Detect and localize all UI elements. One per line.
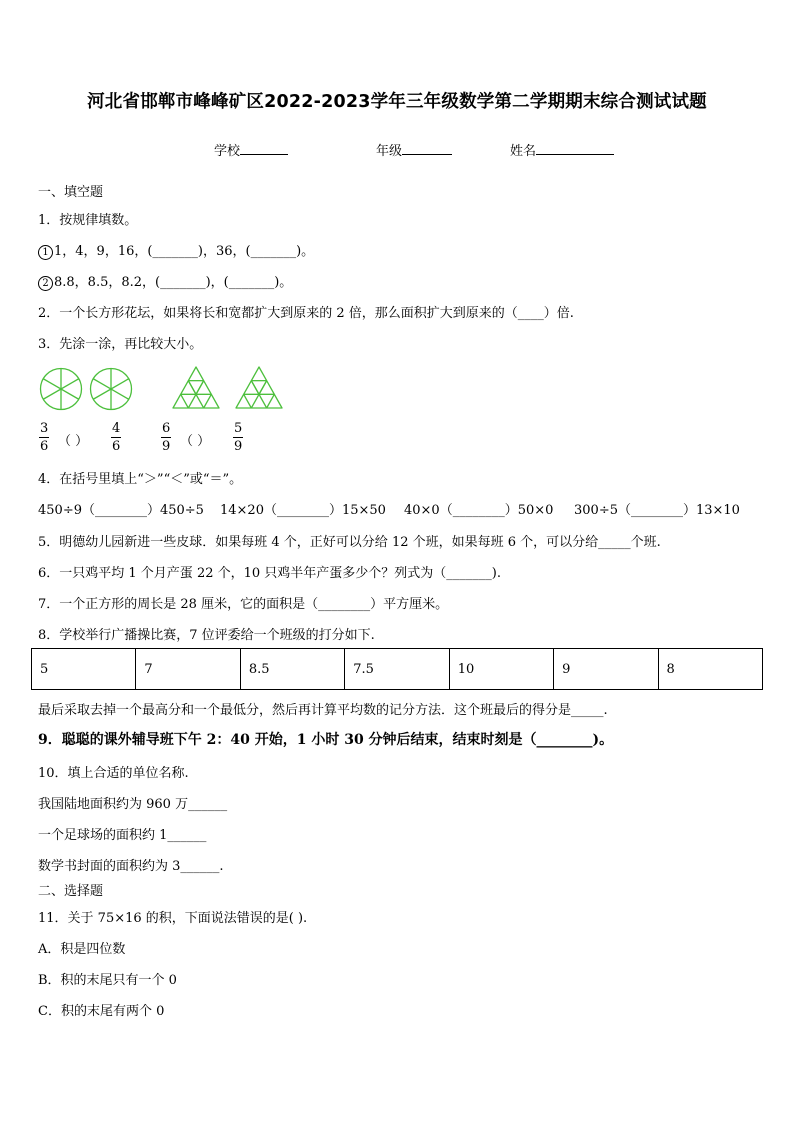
q6: 6．一只鸡平均 1 个月产蛋 22 个，10 只鸡半年产蛋多少个？列式为（_______). (38, 566, 501, 581)
name-label: 姓名 (510, 144, 537, 159)
name-blank[interactable] (536, 142, 614, 155)
q11-option-c[interactable]: C．积的末尾有两个 0 (38, 1004, 165, 1019)
q8-tail: 最后采取去掉一个最高分和一个最低分，然后再计算平均数的记分方法．这个班最后的得分是_____. (38, 703, 608, 718)
numerator: 4 (112, 421, 121, 436)
q2: 2．一个长方形花坛，如果将长和宽都扩大到原来的 2 倍，那么面积扩大到原来的（____）倍. (38, 306, 574, 321)
circled-number-icon: 1 (38, 245, 53, 260)
q4-item-3: 40×0（________）50×0 (404, 503, 554, 518)
denominator: 9 (234, 439, 243, 454)
triangle-ninths-figure-2 (235, 366, 283, 409)
section-fill-heading: 一、填空题 (38, 185, 104, 200)
circle-sixths-figure-2 (89, 367, 133, 411)
score-cell: 5 (32, 649, 136, 690)
circled-number-icon: 2 (38, 276, 53, 291)
q1-part-a-text: 1，4，9，16，(_______)，36，(_______)。 (54, 244, 315, 259)
denominator: 9 (162, 439, 171, 454)
score-cell: 8 (658, 649, 762, 690)
q11-stem: 11．关于 75×16 的积，下面说法错误的是( ). (38, 911, 308, 926)
numerator: 3 (40, 421, 49, 436)
grade-field[interactable] (376, 140, 452, 159)
q9: 9．聪聪的课外辅导班下午 2：40 开始，1 小时 30 分钟后结束，结束时刻是（________)。 (38, 732, 614, 748)
q4-stem: 4．在括号里填上“＞”“＜”或“＝”。 (38, 472, 243, 487)
page-title: 河北省邯郸市峰峰矿区2022-2023学年三年级数学第二学期期末综合测试试题 (87, 92, 707, 112)
q7: 7．一个正方形的周长是 28 厘米，它的面积是（________）平方厘米。 (38, 597, 449, 612)
q1-part-b-text: 8.8，8.5，8.2，(_______)，(_______)。 (54, 275, 293, 290)
fraction-6-9 (161, 420, 171, 455)
numerator: 6 (162, 421, 171, 436)
score-cell: 7.5 (345, 649, 449, 690)
denominator: 6 (40, 439, 49, 454)
table-row (32, 649, 763, 690)
grade-label: 年级 (376, 144, 403, 159)
section-choice-heading: 二、选择题 (38, 884, 104, 899)
q1-part-a (38, 240, 314, 260)
fraction-5-9 (233, 420, 243, 455)
score-cell: 8.5 (240, 649, 344, 690)
school-field[interactable] (214, 140, 288, 159)
triangle-ninths-figure-1 (172, 366, 220, 409)
q4-item-1: 450÷9（________）450÷5 (38, 503, 204, 518)
grade-blank[interactable] (402, 142, 452, 155)
q11-option-a[interactable]: A．积是四位数 (38, 942, 126, 957)
q5: 5．明德幼儿园新进一些皮球．如果每班 4 个，正好可以分给 12 个班，如果每班 6 个，可以分给_____个班. (38, 535, 661, 550)
school-blank[interactable] (240, 142, 288, 155)
q11-option-b[interactable]: B．积的末尾只有一个 0 (38, 973, 177, 988)
name-field[interactable] (510, 140, 614, 159)
q4-item-2: 14×20（________）15×50 (220, 503, 386, 518)
q10-item-b: 一个足球场的面积约 1______ (38, 828, 207, 843)
fraction-3-6 (39, 420, 49, 455)
q8-stem: 8．学校举行广播操比赛，7 位评委给一个班级的打分如下. (38, 628, 375, 643)
q3-stem: 3．先涂一涂，再比较大小。 (38, 337, 203, 352)
circle-sixths-figure-1 (39, 367, 83, 411)
score-cell: 10 (449, 649, 553, 690)
numerator: 5 (234, 421, 243, 436)
q1-part-b (38, 271, 292, 291)
school-label: 学校 (214, 144, 241, 159)
score-cell: 7 (136, 649, 240, 690)
fraction-4-6 (111, 420, 121, 455)
q1-stem: 1．按规律填数。 (38, 213, 138, 228)
score-cell: 9 (554, 649, 658, 690)
q4-item-4: 300÷5（________）13×10 (574, 503, 740, 518)
q10-item-a: 我国陆地面积约为 960 万______ (38, 797, 228, 812)
compare-blank-2[interactable]: （ ） (180, 434, 211, 449)
scores-table (31, 648, 763, 690)
compare-blank-1[interactable]: （ ） (58, 434, 89, 449)
q10-item-c: 数学书封面的面积约为 3______. (38, 859, 224, 874)
q10-stem: 10．填上合适的单位名称. (38, 766, 189, 781)
denominator: 6 (112, 439, 121, 454)
